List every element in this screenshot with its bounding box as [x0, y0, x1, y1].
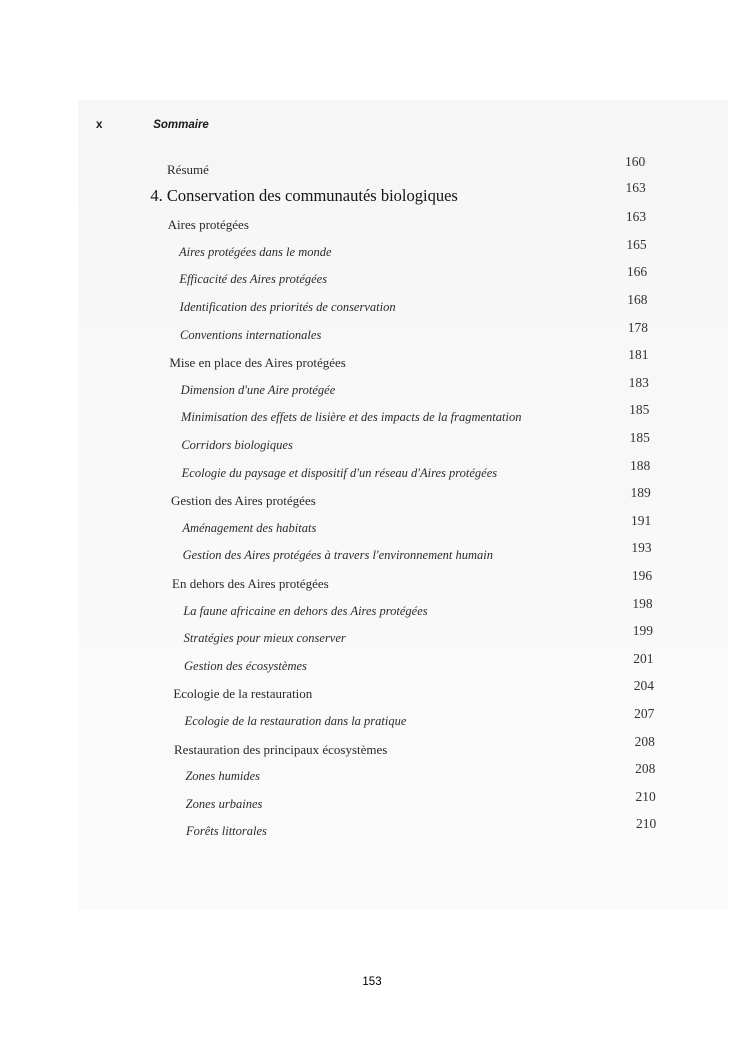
toc-entry-label: Aires protégées dans le monde — [179, 244, 332, 259]
toc-subsection — [0, 236, 744, 265]
toc-entry-label: Forêts littorales — [186, 824, 267, 839]
toc-subsection — [0, 788, 744, 817]
toc-entry-page: 165 — [626, 236, 647, 252]
toc-entry-page: 163 — [625, 179, 646, 195]
toc-entry-page: 166 — [626, 264, 648, 280]
toc-entry-page: 181 — [628, 347, 649, 363]
toc-subsection — [0, 374, 744, 403]
toc-subsection — [0, 706, 744, 734]
toc-entry-page: 210 — [636, 816, 657, 832]
toc-entry-label: Gestion des Aires protégées à travers l'environnement humain — [182, 548, 494, 563]
toc-entry-page: 189 — [630, 485, 651, 501]
toc-subsection — [0, 540, 744, 568]
toc-entry-page: 183 — [628, 374, 649, 390]
toc-entry-page: 188 — [630, 457, 651, 473]
toc-entry-page: 185 — [629, 402, 650, 418]
toc-section — [0, 485, 744, 513]
toc-entry-label: Aires protégées — [167, 217, 249, 233]
toc-entry-page: 208 — [635, 761, 656, 777]
page-number: 153 — [362, 976, 382, 988]
toc-subsection — [0, 292, 744, 320]
toc-section — [0, 209, 744, 237]
toc-entry-page: 168 — [627, 292, 648, 307]
toc-entry-page: 163 — [625, 209, 647, 225]
toc-entry-label: Ecologie du paysage et dispositif d'un réseau d'Aires protégées — [181, 465, 498, 480]
toc-entry-label: Restauration des principaux écosystèmes — [174, 741, 388, 757]
toc-subsection — [0, 457, 744, 486]
toc-entry-page: 196 — [631, 568, 653, 583]
toc-subsection — [0, 761, 744, 789]
header-roman-numeral: x — [96, 119, 103, 131]
toc-subsection — [0, 816, 744, 844]
toc-subsection — [0, 650, 744, 679]
toc-entry-label: Ecologie de la restauration — [173, 686, 313, 702]
toc-entry-page: 160 — [625, 154, 646, 169]
toc-section — [0, 678, 744, 706]
toc-entry-label: Gestion des Aires protégées — [171, 493, 316, 509]
toc-subsection — [0, 595, 744, 624]
toc-entry-label: Zones humides — [185, 769, 260, 784]
toc-entry-label: Mise en place des Aires protégées — [169, 355, 346, 371]
toc-entry-page: 208 — [634, 733, 655, 749]
toc-entry-label: Stratégies pour mieux conserver — [183, 631, 346, 646]
toc-entry-label: Corridors biologiques — [181, 438, 293, 452]
toc-section — [0, 568, 744, 596]
toc-entry-label: Identification des priorités de conservation — [179, 300, 396, 314]
toc-entry-page: 191 — [630, 512, 652, 528]
toc-entry-label: 4. Conservation des communautés biologiques — [150, 185, 458, 205]
toc-subsection — [0, 623, 744, 651]
toc-chapter — [0, 179, 744, 208]
toc-subsection — [0, 430, 744, 458]
toc-entry-label: En dehors des Aires protégées — [172, 576, 329, 591]
toc-entry-page: 201 — [633, 650, 654, 666]
toc-entry-page: 198 — [632, 595, 653, 611]
toc-subsection — [0, 402, 744, 430]
toc-entry-page: 193 — [631, 540, 652, 556]
header-title: Sommaire — [153, 119, 209, 131]
toc-entry-label: Dimension d'une Aire protégée — [180, 382, 336, 397]
toc-subsection — [0, 264, 744, 292]
toc-section — [0, 347, 744, 375]
toc-entry-page: 178 — [627, 319, 648, 335]
toc-entry-label: La faune africaine en dehors des Aires protégées — [183, 603, 428, 618]
toc-entry-label: Zones urbaines — [185, 796, 263, 811]
toc-entry-label: Aménagement des habitats — [182, 520, 317, 535]
toc-entry-label: Efficacité des Aires protégées — [179, 272, 328, 287]
toc-subsection — [0, 512, 744, 541]
toc-entry-page: 210 — [635, 788, 656, 804]
toc-entry-page: 185 — [629, 430, 650, 445]
toc-section — [0, 733, 744, 762]
toc-entry-page: 204 — [633, 678, 654, 694]
toc-entry-page: 199 — [632, 623, 654, 639]
toc-entry-label: Gestion des écosystèmes — [184, 658, 307, 673]
toc-entry-page: 207 — [634, 706, 655, 721]
toc-entry-label: Conventions internationales — [180, 327, 322, 342]
toc-subsection — [0, 319, 744, 348]
toc-entry-label: Résumé — [167, 162, 209, 177]
toc-entry-label: Minimisation des effets de lisière et des impacts de la fragmentation — [181, 410, 522, 425]
toc-entry-label: Ecologie de la restauration dans la pratique — [184, 714, 407, 728]
